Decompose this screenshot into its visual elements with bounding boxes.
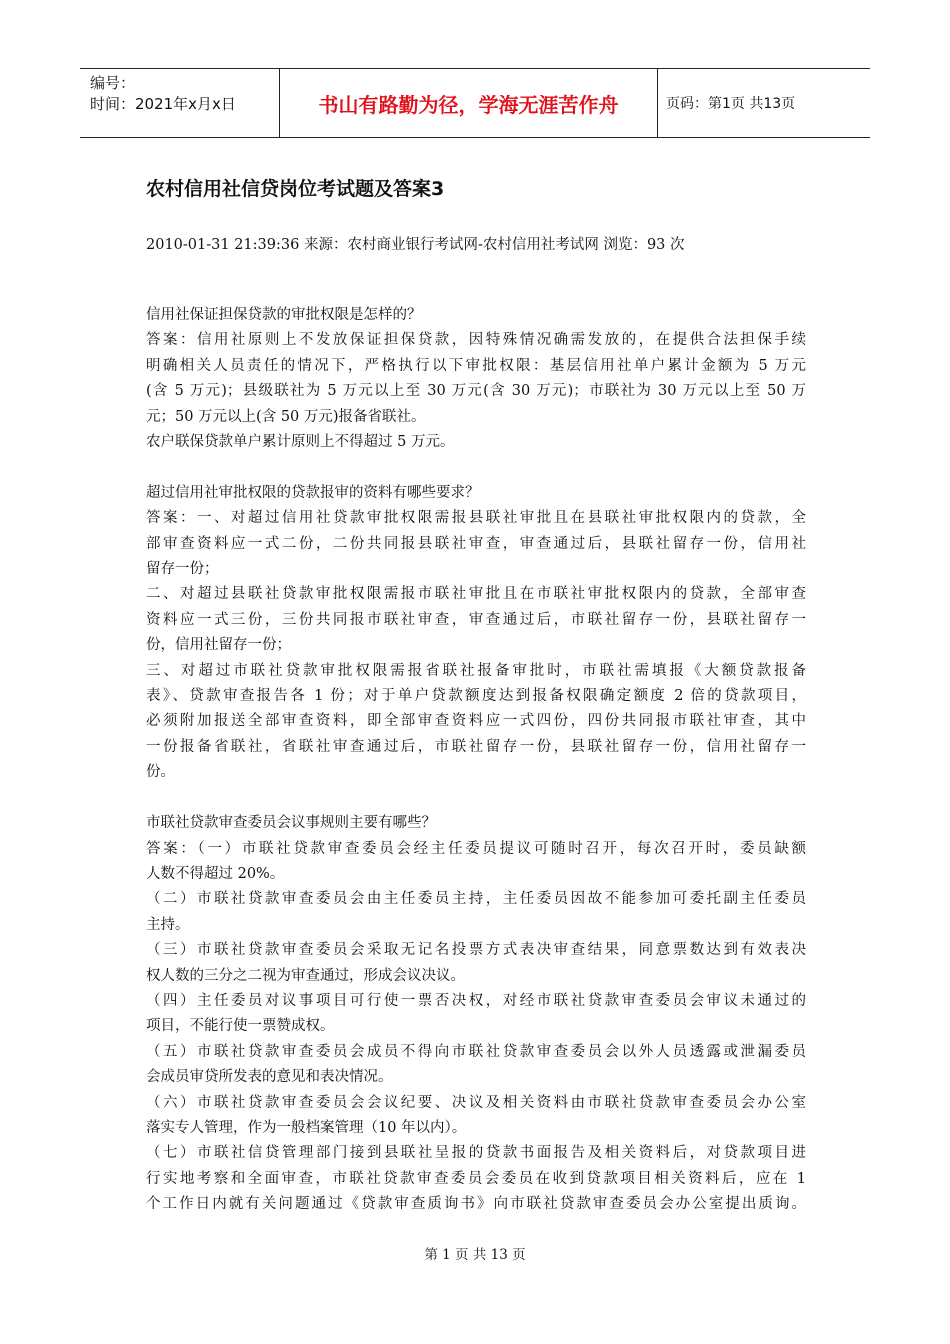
text-line: 落实专人管理，作为一般档案管理（10 年以内）。 <box>146 1119 467 1136</box>
document-title: 农村信用社信贷岗位考试题及答案3 <box>146 178 445 200</box>
text-line: 表》、贷款审查报告各 1 份；对于单户贷款额度达到报备权限确定额度 2 倍的贷款项目， <box>146 688 806 705</box>
text-line: （四）主任委员对议事项目可行使一票否决权，对经市联社贷款审查委员会审议未通过的 <box>146 992 806 1009</box>
text-line: 份。 <box>146 764 175 781</box>
text-line: 份，信用社留存一份； <box>146 637 291 654</box>
text-line: 行实地考察和全面审查，市联社贷款审查委员会委员在收到贷款项目相关资料后，应在 1 <box>146 1170 806 1187</box>
text-line: 会成员审贷所发表的意见和表决情况。 <box>146 1069 393 1086</box>
text-line: 答案：一、对超过信用社贷款审批权限需报县联社审批且在县联社审批权限内的贷款，全 <box>146 510 806 527</box>
text-line: （二）市联社贷款审查委员会由主任委员主持，主任委员因故不能参加可委托副主任委员 <box>146 891 806 908</box>
text-line: 答案：（一）市联社贷款审查委员会经主任委员提议可随时召开，每次召开时，委员缺额 <box>146 840 806 857</box>
header-info <box>80 69 280 137</box>
text-line: （三）市联社贷款审查委员会采取无记名投票方式表决审查结果，同意票数达到有效表决 <box>146 942 806 959</box>
text-line: 人数不得超过 20%。 <box>146 865 285 882</box>
text-line: 资料应一式三份，三份共同报市联社审查，审查通过后，市联社留存一份，县联社留存一 <box>146 611 806 628</box>
blank-line <box>146 786 806 811</box>
page-footer: 第 1 页 共 13 页 <box>424 1247 526 1263</box>
number-label: 编号： <box>90 74 136 92</box>
text-line: 项目，不能行使一票赞成权。 <box>146 1018 335 1035</box>
page-header <box>80 68 870 138</box>
header-page-info: 页码：第1页 共13页 <box>666 96 796 112</box>
text-line: 必须附加报送全部审查资料，即全部审查资料应一式四份，四份共同报市联社审查，其中 <box>146 713 806 730</box>
header-motto: 书山有路勤为径，学海无涯苦作舟 <box>280 69 658 137</box>
text-line: 超过信用社审批权限的贷款报审的资料有哪些要求？ <box>146 484 480 501</box>
text-line: 留存一份； <box>146 561 219 578</box>
text-line: （七）市联社信贷管理部门接到县联社呈报的贷款书面报告及相关资料后，对贷款项目进 <box>146 1145 806 1162</box>
text-line: 三、对超过市联社贷款审批权限需报省联社报备审批时，市联社需填报《大额贷款报备 <box>146 662 806 679</box>
text-line: （六）市联社贷款审查委员会会议纪要、决议及相关资料由市联社贷款审查委员会办公室 <box>146 1094 806 1111</box>
blank-line <box>146 455 806 480</box>
text-line: 元；50 万元以上(含 50 万元)报备省联社。 <box>146 408 426 425</box>
text-line: 信用社保证担保贷款的审批权限是怎样的？ <box>146 307 422 323</box>
text-line: 明确相关人员责任的情况下，严格执行以下审批权限：基层信用社单户累计金额为 5 万元 <box>146 357 806 374</box>
text-line: 一份报备省联社，省联社审查通过后，市联社留存一份，县联社留存一份，信用社留存一 <box>146 738 806 755</box>
text-line: 市联社贷款审查委员会议事规则主要有哪些？ <box>146 815 436 832</box>
text-line: （五）市联社贷款审查委员会成员不得向市联社贷款审查委员会以外人员透露或泄漏委员 <box>146 1043 806 1060</box>
text-line: (含 5 万元)；县级联社为 5 万元以上至 30 万元(含 30 万元)；市联社为 30 万元以上至 50 万 <box>146 383 806 400</box>
text-line: 部审查资料应一式二份，二份共同报县联社审查，审查通过后，县联社留存一份，信用社 <box>146 535 806 552</box>
text-line: 权人数的三分之二视为审查通过，形成会议决议。 <box>146 967 465 984</box>
document-meta: 2010-01-31 21:39:36 来源：农村商业银行考试网-农村信用社考试网 浏览：93 次 <box>146 237 685 253</box>
text-line: 个工作日内就有关问题通过《贷款审查质询书》向市联社贷款审查委员会办公室提出质询。 <box>146 1196 806 1213</box>
text-line: 二、对超过县联社贷款审批权限需报市联社审批且在市联社审批权限内的贷款，全部审查 <box>146 586 806 603</box>
time-label: 时间：2021年x月x日 <box>90 95 236 113</box>
text-line: 答案：信用社原则上不发放保证担保贷款，因特殊情况确需发放的，在提供合法担保手续 <box>146 332 806 349</box>
document-body <box>146 303 806 1218</box>
text-line: 主持。 <box>146 916 190 933</box>
text-line: 农户联保贷款单户累计原则上不得超过 5 万元。 <box>146 434 455 451</box>
